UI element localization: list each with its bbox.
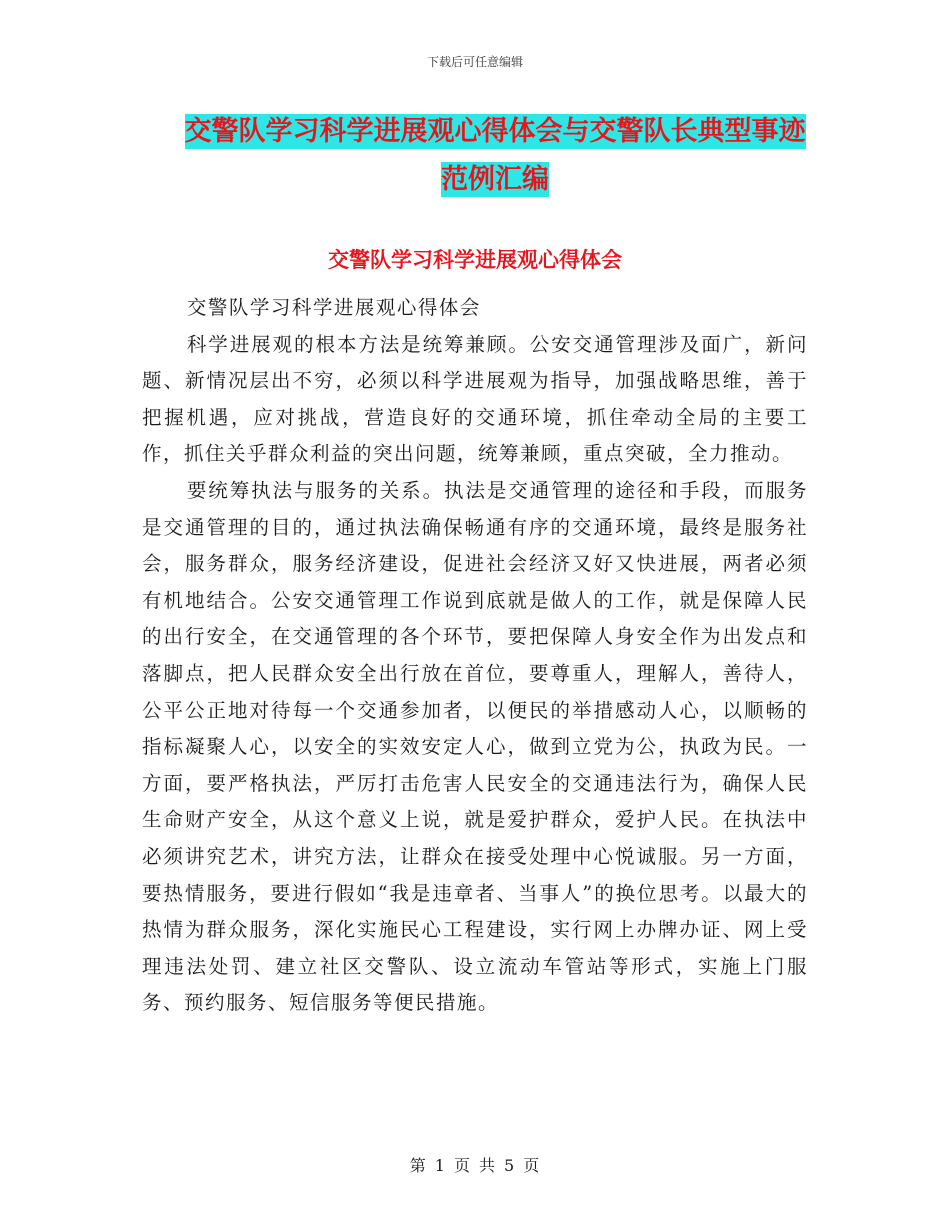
footer-page-unit: 页: [453, 1156, 471, 1175]
page-number: 1: [434, 1156, 446, 1175]
title-line-2: 范例汇编: [441, 164, 549, 195]
document-title: [150, 108, 840, 204]
footer-total-unit: 页: [523, 1156, 541, 1175]
paragraph: 要统筹执法与服务的关系。执法是交通管理的途径和手段，而服务是交通管理的目的，通过执法确保畅通有序的交通环境，最终是服务社会，服务群众，服务经济建设，促进社会经济又好又快进展，两者必须有机地结合。公安交通管理工作说到底就是做人的工作，就是保障人民的出行安全，在交通管理的各个环节，要把保障人身安全作为出发点和落脚点，把人民群众安全出行放在首位，要尊重人，理解人，善待人，公平公正地对待每一个交通参加者，以便民的举措感动人心，以顺畅的指标凝聚人心，以安全的实效安定人心，做到立党为公，执政为民。一方面，要严格执法，严厉打击危害人民安全的交通违法行为，确保人民生命财产安全，从这个意义上说，就是爱护群众，爱护人民。在执法中必须讲究艺术，讲究方法，让群众在接受处理中心悦诚服。另一方面，要热情服务，要进行假如“我是违章者、当事人”的换位思考。以最大的热情为群众服务，深化实施民心工程建设，实行网上办牌办证、网上受理违法处罚、建立社区交警队、设立流动车管站等形式，实施上门服务、预约服务、短信服务等便民措施。: [142, 478, 808, 1015]
title-line-1: 交警队学习科学进展观心得体会与交警队长典型事迹: [184, 116, 806, 147]
section-title: 交警队学习科学进展观心得体会: [328, 248, 622, 272]
header-note: 下载后可任意编辑: [426, 55, 523, 69]
paragraph: 科学进展观的根本方法是统筹兼顾。公安交通管理涉及面广，新问题、新情况层出不穷，必须以科学进展观为指导，加强战略思维，善于把握机遇，应对挑战，营造良好的交通环境，抓住牵动全局的主要工作，抓住关乎群众利益的突出问题，统筹兼顾，重点突破，全力推动。: [142, 332, 808, 466]
body-text: [142, 290, 808, 1022]
total-pages: 5: [504, 1156, 516, 1175]
paragraph: 交警队学习科学进展观心得体会: [186, 296, 481, 319]
footer-prefix: 第: [409, 1156, 427, 1175]
page-footer: [0, 1153, 950, 1176]
footer-total-prefix: 共: [479, 1156, 497, 1175]
